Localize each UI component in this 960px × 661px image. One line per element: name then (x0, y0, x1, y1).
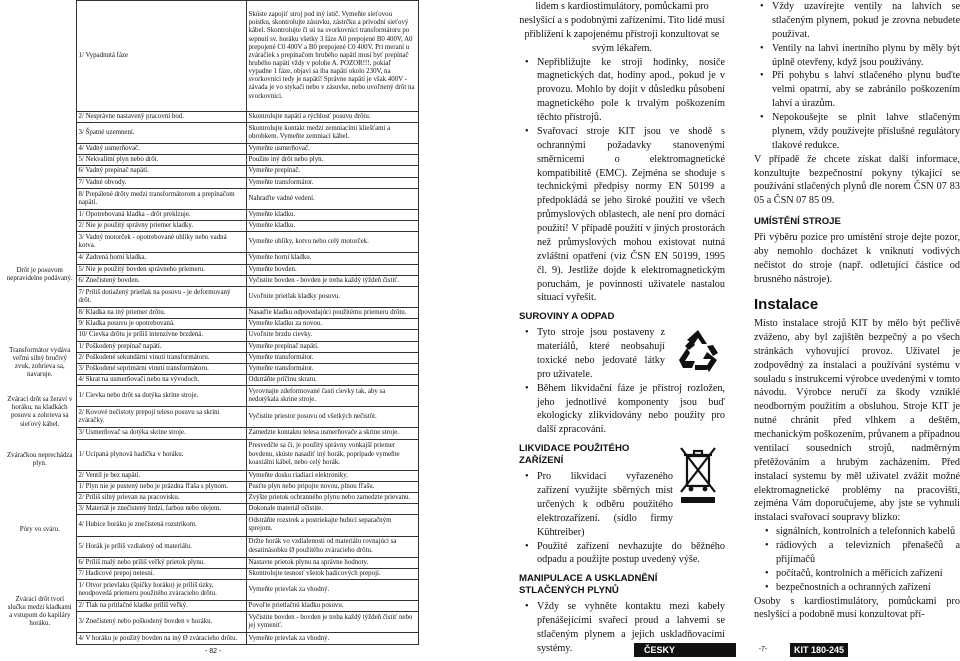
list-item: • signálních, kontrolních a telefonních kabelů (776, 525, 960, 539)
symptom-cell: Transformátor vydáva veľmi silný bručivý zvuk, zohrieva sa, navaruje. (4, 341, 76, 386)
cause-cell: 6/ Príliš malý nebo príliš veľký prietok plynu. (76, 557, 246, 568)
list-item: • Použité zařízení nevhazujte do běžného odpadu a použijte postup uvedený výše. (537, 540, 725, 568)
list-item: • Během likvidační fáze je přístroj rozložen, jeho jednotlivé komponenty jsou buď ekologicky zlikvidovány nebo použity pro další zpracování. (537, 382, 725, 438)
cause-cell: 9/ Kladka posuvu je opotrebovaná. (76, 319, 246, 330)
list-item: • rádiových a televizních přenašečů a přijímačů (776, 539, 960, 567)
remedy-cell: Skúste zapojiť stroj pod iný istič. Vymeňte sieťovou poistku, skontrolujte zásuvku, zástrčku a prívodní sieťový kábel. Skontrolujte či sú na svorkovnici transformátoru po sepnutí sv. horáku všetky 3 fáze A0 prepojené B0 400V, A0 prepojené C0 400V a B0 prepojené C0 400V. Pri meraní u zváračiek s prepínačom hrubého napätí musí byť prepínač hrubého napätí vždy v polohe A. POZOR!!!, pokiaľ vypadne 1 fáze, objaví sa iba napätí okolo 230V, na svorkovnici tedy je napätí! Správne napätí je však 400V - závada je vo stykači nebo v zásuvke, nebo uvoľnený drôt na svorkovnici. (246, 1, 418, 112)
cause-cell: 7/ Vadné obvody. (76, 177, 246, 188)
remedy-cell: Presvedčte sa či, je použitý správny vonkajší priemer bovdenu, skúste nasadiť iný horák, poprípade vymeňte koaxiálni kábel, nebo celý horák. (246, 439, 418, 470)
table-row (4, 579, 418, 600)
remedy-cell: Zvýšte prietok ochranného plynu nebo zamedzte prievanu. (246, 493, 418, 504)
remedy-cell: Vymeňte kladku. (246, 209, 418, 220)
likvidace-list (519, 470, 725, 567)
cause-cell: 8/ Prepálené drôty medzi transformátorom a prepínačom napätí. (76, 188, 246, 209)
left-page-number: - 82 - (205, 648, 222, 655)
list-item: • bezpečnostních a ochranných zařízení (776, 581, 960, 595)
remedy-cell: Zamedzte kontaktu telesa usmerňovače a skrine stroje. (246, 428, 418, 439)
cause-cell: 1/ Ucípaná plynová hadička v horáku. (76, 439, 246, 470)
cause-cell: 4/ V horáku je použitý bovden na iný Ø zváracieho drôtu. (76, 633, 246, 645)
cause-cell: 1/ Otvor prievlaku (špičky horáku) je príliš úzky, neodpovedá priemeru použitého zváracieho drôtu. (76, 579, 246, 600)
cause-cell: 2/ Poškodené sekundárni vinutí transformátoru. (76, 352, 246, 363)
cause-cell: 2/ Nie je použitý správny priemer kladky. (76, 221, 246, 232)
right-column-2 (754, 0, 960, 622)
remedy-cell: Držte horák vo vzdialenosti od materiálu rovnajúci sa desatinásobku Ø použitého zváracieho drôtu. (246, 536, 418, 557)
remedy-cell: Vymeňte bovden. (246, 264, 418, 275)
likvidace-block (519, 470, 725, 567)
likvidace-heading: LIKVIDACE POUŽITÉHO ZAŘÍZENÍ (519, 443, 630, 467)
list-item: • Vždy uzavírejte ventily na lahvích se stlačeným plynem, pokud je zrovna nebudete používat. (772, 0, 960, 42)
symptom-cell: Póry vo sváru. (4, 481, 76, 579)
remedy-cell: Skontrolujte napätí a rýchlosť posuvu drôtu. (246, 111, 418, 122)
list-item: • Nepřibližujte ke stroji hodinky, nosiče magnetických dat, hodiny apod., pokud je v provozu. Mohlo by dojít v důsledku působení magnetického pole k trvalým poškozením těchto přístrojů. (537, 56, 725, 125)
cause-cell: 1/ Plyn nie je pustený nebo je prázdna fľaša s plynom. (76, 481, 246, 492)
cause-cell: 3/ Materiál je znečistený hrdzí, farbou nebo olejem. (76, 504, 246, 515)
remedy-cell: Vymeňte usmerňovač. (246, 144, 418, 155)
cause-cell: 2/ Ventil je bez napätí. (76, 470, 246, 481)
cause-cell: 1/ Poškodený prepínač napätí. (76, 341, 246, 352)
remedy-cell: Vymeňte kladku za novou. (246, 319, 418, 330)
cause-cell: 4/ Skrat na usmerňovači nebo na vývodoch. (76, 375, 246, 386)
remedy-cell: Vymeňte dosku riadiaci elektroniky. (246, 470, 418, 481)
remedy-cell: Vyrovnajte zdeformované časti cievky tak, aby sa nedotýkala skrine stroje. (246, 386, 418, 407)
table-row (4, 439, 418, 470)
umisteni-paragraph: Při výběru pozice pro umístění stroje dejte pozor, aby nemohlo docházet k vniknutí vodivých nečistot do stroje (např. odletující částice od brusného nástroje). (754, 232, 960, 285)
remedy-cell: Vymeňte horní kladku. (246, 253, 418, 264)
gas-safety-list (754, 0, 960, 153)
remedy-cell: Nasaďte kladku odpovedajúci použitému priemeru drôtu. (246, 307, 418, 318)
cause-cell: 4/ Hubice horáku je znečistená rozstrikom. (76, 515, 246, 536)
remedy-cell: Vymeňte prievlak za vhodný. (246, 579, 418, 600)
cause-cell: 4/ Zadrená horní kladka. (76, 253, 246, 264)
cause-cell: 5/ Nekvalitní plyn nebo drôt. (76, 155, 246, 166)
cause-cell: 1/ Opotrebovaná kladka - drôt preklzuje. (76, 209, 246, 220)
list-item: • Svařovací stroje KIT jsou ve shodě s ochrannými požadavky stanovenými směrnicemi o elektromagnetické kompatibilitě (EMC). Zejména se shoduje s technickými předpisy normy EN 50199 a předpokládá se jeho široké použití ve všech průmyslových oblastech, ale není pro domácí použití! V případě použití v jiných prostorách než průmyslových mohou existovat nutná zvláštní opatření (viz ČSN EN 50199, 1995 čl. 9). Jestliže dojde k elektromagnetickým poruchám, je povinností uživatele nastalou situaci vyřešit. (537, 125, 725, 305)
remedy-cell: Vymeňte transformátor. (246, 352, 418, 363)
intro-paragraph: lidem s kardiostimulátory, pomůckami pro neslyšící a s podobnými zařízeními. Tito lidé musí přiblížení k zapojenému přístroji konzultovat se svým lékařem. (519, 1, 725, 54)
right-page (490, 0, 960, 661)
table-row (4, 386, 418, 407)
cause-cell: 3/ Usmerňovač sa dotýka skrine stroje. (76, 428, 246, 439)
table-row (4, 481, 418, 492)
troubleshooting-table (4, 0, 419, 645)
cause-cell: 2/ Tlak na prítlačné kladke príliš veľký. (76, 601, 246, 612)
remedy-cell: Dokonale materiál očistite. (246, 504, 418, 515)
right-column-1 (519, 0, 725, 656)
suroviny-list (519, 326, 725, 437)
right-page-number: -7- (758, 646, 768, 653)
cause-cell: 3/ Špatné uzemnení. (76, 122, 246, 143)
suroviny-heading: SUROVINY A ODPAD (519, 311, 615, 323)
list-item: • Pro likvidaci vyřazeného zařízení využijte sběrných míst určených k odběru použitého elektrozařízení. (sídlo firmy Kühtreiber) (537, 470, 725, 539)
remedy-cell: Vymeňte transformátor. (246, 363, 418, 374)
symptom-cell: Drôt je posuvom nepravidelne podávaný. (4, 209, 76, 341)
cause-cell: 2/ Kovové nečistoty prepojí teleso posuvu sa skrini zváračky. (76, 407, 246, 428)
manipulace-heading: MANIPULACE A USKLADNĚNÍ STLAČENÝCH PLYNŮ (519, 573, 658, 597)
cause-cell: 6/ Znečistený bovden. (76, 275, 246, 286)
cause-cell: 4/ Vadný usmerňovač. (76, 144, 246, 155)
remedy-cell: Odstráňte príčinu skratu. (246, 375, 418, 386)
remedy-cell: Uvoľnite prietlak kladky posuvu. (246, 286, 418, 307)
suroviny-block (519, 326, 725, 437)
cause-cell: 5/ Nie je použitý bovden správneho priemeru. (76, 264, 246, 275)
remedy-cell: Odstráňte rozstrek a postriekajte hubicí separačným sprejom. (246, 515, 418, 536)
instalace-paragraph: Místo instalace strojů KIT by mělo být pečlivě zváženo, aby byl zajištěn bezpečný a po všech stránkách vyhovující provoz. Uživatel je zodpovědný za instalaci a používání systému v souladu s instrukcemi výrobce uvedenými v tomto návodu. Výrobce neručí za škody vzniklé neodborným použitím a obsluhou. Stroje KIT je nutné chránit před vlhkem a deštěm, mechanickým poškozením, průvanem a případnou ventilací sousedních strojů, nadměrným přetěžováním a hrubým zacházením. Před instalací systemu by měl uživatel zvážit možné elektromagnetické problémy na pracovišti, zejména Vám doporučujeme, aby jste se vyhnuli instalaci svařovací soupravy blízko: (754, 318, 960, 524)
cause-cell: 3/ Poškodené seprimárni vinutí transformátoru. (76, 363, 246, 374)
cause-cell: 2/ Nesprávne nastavený pracovní bod. (76, 111, 246, 122)
cause-cell: 3/ Vadný motorček - opotrebované uhlíky nebo vadná kotva. (76, 232, 246, 253)
list-item: • Ventily na lahvi inertního plynu by měly být úplně otevřeny, když jsou používány. (772, 42, 960, 70)
symptom-cell: Zvárací drôt tvorí slučku medzi kladkami a vstupom do kapiláry horáku. (4, 579, 76, 644)
list-item: • Vždy se vyhněte kontaktu mezi kabely přenášejícími svařecí proud a lahvemi se stlačeným plynem a jejich uskladňovacími systémy. (537, 600, 725, 656)
table-row (4, 1, 418, 112)
gas-norms-paragraph: V případě že chcete získat další informace, konzultujte bezpečnostní pokyny týkající se používání stlačených plynů dle norem ČSN 07 83 05 a ČSN 07 85 09. (754, 153, 960, 207)
remedy-cell: Vymeňte kladku. (246, 221, 418, 232)
remedy-cell: Vymeňte prepínač napätí. (246, 341, 418, 352)
remedy-cell: Vyčistite bovden - bovden je treba každý týždeň čistiť nebo jej vymeniť. (246, 612, 418, 633)
table-row (4, 341, 418, 352)
model-label: KIT 180-245 (790, 643, 848, 657)
remedy-cell: Skontrolujte tesnosť všetok hadicových prepojí. (246, 568, 418, 579)
final-paragraph: Osoby s kardiostimulátory, pomůckami pro neslyšící a podobně musí konzultovat pří- (754, 595, 960, 621)
remedy-cell: Vymeňte uhlíky, kotvu nebo celý motorček. (246, 232, 418, 253)
symptom-cell: Zváračkou neprechádza plyn. (4, 439, 76, 481)
remedy-cell: Vyčistite bovden - bovden je treba každý týždeň čistiť. (246, 275, 418, 286)
list-item: • počítačů, kontrolních a měřicích zařízení (776, 567, 960, 581)
cause-cell: 7/ Príliš dotiažený prietlak na posuvu - je deformovaný drôt. (76, 286, 246, 307)
table-row (4, 209, 418, 220)
remedy-cell: Uvoľnite brzdu cievky. (246, 330, 418, 341)
remedy-cell: Nastavte prietok plynu na správne hodnoty. (246, 557, 418, 568)
remedy-cell: Nahraďte vadné vedení. (246, 188, 418, 209)
cause-cell: 1/ Vypadnutá fáze (76, 1, 246, 112)
cause-cell: 10/ Cievka drôtu je príliš intenzívne brzdená. (76, 330, 246, 341)
symptom-cell: Zvárací drôt sa žeraví v horáku, na kladkách posuvu a zohrieva sa sieťový kábel. (4, 386, 76, 439)
list-item: • Tyto stroje jsou postaveny z materiálů, které neobsahují toxické nebo jedovaté látky pro uživatele. (537, 326, 725, 382)
cause-cell: 7/ Hadicové prepoj netesní. (76, 568, 246, 579)
list-item: • Při pohybu s lahví stlačeného plynu buďte velmi opatrní, aby se zabránilo poškozením lahví a úrazům. (772, 69, 960, 111)
emc-list (519, 56, 725, 306)
instalace-heading: Instalace (754, 295, 819, 313)
cause-cell: 5/ Horák je príliš vzdialený od materiálu. (76, 536, 246, 557)
symptom-cell (4, 1, 76, 210)
remedy-cell: Vymeňte prievlak za vhodný. (246, 633, 418, 645)
remedy-cell: Pusťte plyn nebo pripojte novou, plnou fľašu. (246, 481, 418, 492)
cause-cell: 2/ Príliš silný prievan na pracovisku. (76, 493, 246, 504)
cause-cell: 3/ Znečistený nebo poškodený bovden v horáku. (76, 612, 246, 633)
cause-cell: 6/ Vadný prepínač napätí. (76, 166, 246, 177)
cause-cell: 1/ Cievka nebo drôt sa dotýka skrine stroje. (76, 386, 246, 407)
right-page-footer (490, 643, 960, 659)
language-label: ČESKY (634, 643, 736, 657)
remedy-cell: Vymeňte prepínač. (246, 166, 418, 177)
remedy-cell: Skontrolujte kontakt medzi zemniacími kliešťami a obrobkem. Vymeňte zemniací kábel. (246, 122, 418, 143)
remedy-cell: Vyčistite priestor posuvu od všetkých nečistôt. (246, 407, 418, 428)
remedy-cell: Vymeňte transformátor. (246, 177, 418, 188)
instalace-list (754, 525, 960, 594)
umisteni-heading: UMÍSTĚNÍ STROJE (754, 216, 841, 228)
cause-cell: 8/ Kladka na iný priemer drôtu. (76, 307, 246, 318)
remedy-cell: Použite iný drôt nebo plyn. (246, 155, 418, 166)
remedy-cell: Povoľte prietlačnú kladku posuvu. (246, 601, 418, 612)
list-item: • Nepokoušejte se plnit lahve stlačeným plynem, vždy používejte příslušné regulátory tlakové redukce. (772, 111, 960, 153)
